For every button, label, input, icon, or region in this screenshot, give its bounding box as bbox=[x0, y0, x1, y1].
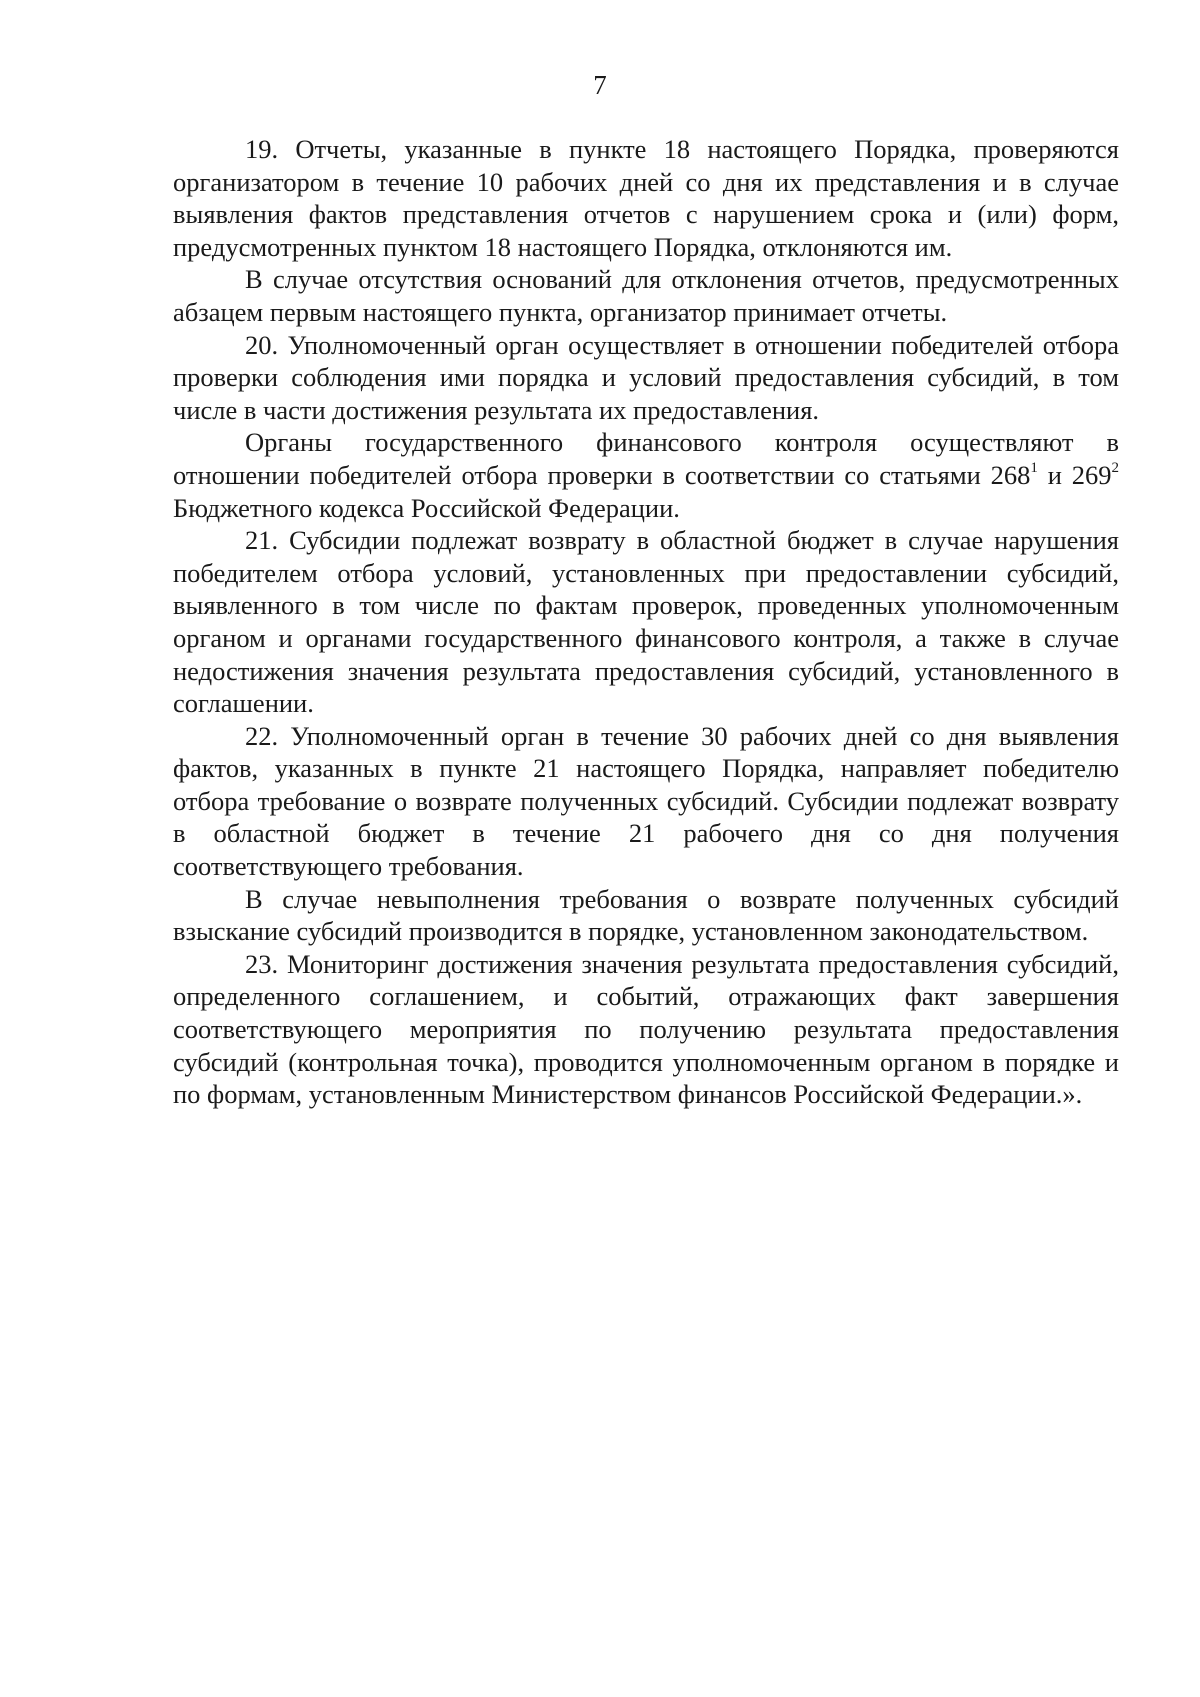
paragraph-20: 20. Уполномоченный орган осуществляет в отношении победителей отбора проверки соблюдения ими порядка и условий предоставления субсидий, в том числе в части достижения результата их предоставления. bbox=[173, 329, 1119, 425]
paragraph-23: 23. Мониторинг достижения значения результата предоставления субсидий, определенного соглашением, и событий, отражающих факт завершения соответствующего мероприятия по получению результата предоставления субсидий (контрольная точка), проводится уполномоченным органом в порядке и по формам, установленным Министерством финансов Российской Федерации.». bbox=[173, 948, 1119, 1110]
paragraph-20-second-text-3: Бюджетного кодекса Российской Федерации. bbox=[173, 492, 680, 523]
paragraph-19: 19. Отчеты, указанные в пункте 18 настоящего Порядка, проверяются организатором в течение 10 рабочих дней со дня их представления и в случае выявления фактов представления отчетов с нарушением срока и (или) форм, предусмотренных пунктом 18 настоящего Порядка, отклоняются им. bbox=[173, 134, 1119, 262]
page-number: 7 bbox=[593, 70, 607, 100]
paragraph-20-second-text-1: Органы государственного финансового контроля осуществляют в отношении победителей отбора проверки в соответствии со статьями 268 bbox=[173, 427, 1119, 490]
paragraph-21: 21. Субсидии подлежат возврату в областной бюджет в случае нарушения победителем отбора условий, установленных при предоставлении субсидий, выявленного в том числе по фактам проверок, проведенных уполномоченным органом и органами государственного финансового контроля, а также в случае недостижения значения результата предоставления субсидий, установленного в соглашении. bbox=[173, 525, 1119, 719]
superscript-1: 1 bbox=[1030, 460, 1038, 477]
paragraph-22-second: В случае невыполнения требования о возврате полученных субсидий взыскание субсидий производится в порядке, установленном законодательством. bbox=[173, 883, 1119, 947]
paragraph-20-second bbox=[173, 426, 1119, 524]
paragraph-20-second-text-2: и 269 bbox=[1037, 459, 1112, 490]
paragraph-19-second: В случае отсутствия оснований для отклонения отчетов, предусмотренных абзацем первым настоящего пункта, организатор принимает отчеты. bbox=[173, 264, 1119, 327]
paragraph-22: 22. Уполномоченный орган в течение 30 рабочих дней со дня выявления фактов, указанных в пункте 21 настоящего Порядка, направляет победителю отбора требование о возврате полученных субсидий. Субсидии подлежат возврату в областной бюджет в течение 21 рабочего дня со дня получения соответствующего требования. bbox=[173, 720, 1119, 882]
document-body bbox=[173, 133, 1119, 1111]
superscript-2: 2 bbox=[1111, 460, 1120, 477]
